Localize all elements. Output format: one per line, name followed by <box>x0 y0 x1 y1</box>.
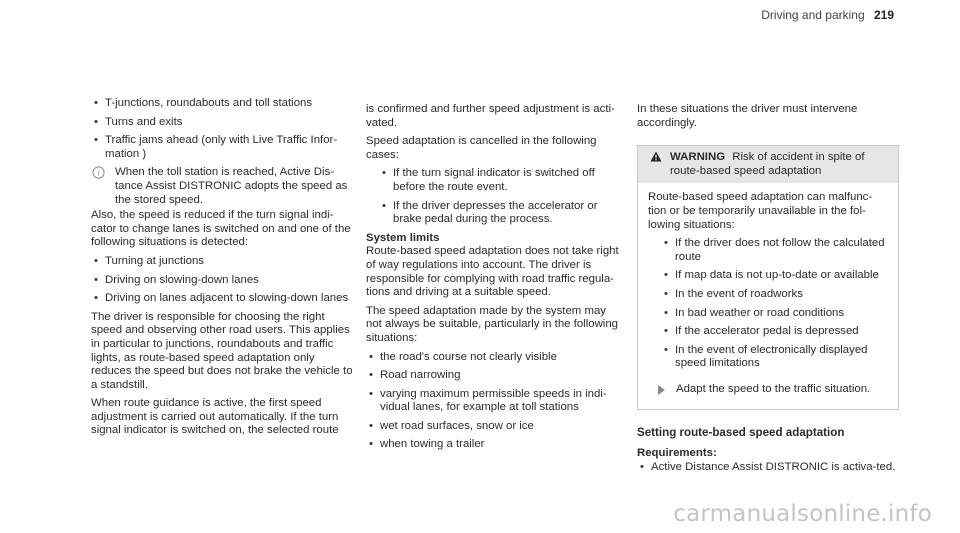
list-item: • Turning at junctions <box>91 255 356 269</box>
list-item: • Traffic jams ahead (only with Live Traffic Infor-mation ) <box>91 134 356 161</box>
page-number: 219 <box>873 8 894 22</box>
list-item: • Turns and exits <box>91 116 356 130</box>
note <box>91 166 356 207</box>
bullet-list-limits <box>366 351 620 453</box>
list-item: • T-junctions, roundabouts and toll stations <box>91 97 356 111</box>
list-item: • In bad weather or road conditions <box>661 307 888 321</box>
column-1 <box>91 97 356 443</box>
list-item: • Driving on lanes adjacent to slowing-down lanes <box>91 292 356 306</box>
bullet-list-cancel <box>366 167 620 226</box>
warning-triangle-icon <box>650 151 662 162</box>
list-item: • Road narrowing <box>366 369 620 383</box>
paragraph: Also, the speed is reduced if the turn signal indi-cator to change lanes is switched on and one of the following situations is detected: <box>91 209 351 249</box>
warning-header <box>638 146 898 183</box>
warning-title: Risk of accident in spite of route-based speed adaptation <box>670 151 865 177</box>
warning-bullet-list <box>648 237 888 371</box>
column-3 <box>637 103 899 479</box>
info-note-icon <box>92 166 105 179</box>
paragraph: is confirmed and further speed adjustment is acti-vated. <box>366 103 615 129</box>
section-heading: Setting route-based speed adaptation <box>637 425 845 439</box>
page-header <box>761 8 894 22</box>
warning-label: WARNING <box>670 151 726 164</box>
paragraph: The driver is responsible for choosing the right speed and observing other road users. This applies in particular to junctions, roundabouts and traffic lights, as route-based speed adaptation only reduces the speed but does not brake the vehicle to a standstill. <box>91 310 353 391</box>
list-item: • In the event of electronically displayed speed limitations <box>661 344 888 371</box>
list-item: • the road's course not clearly visible <box>366 351 620 365</box>
list-item: • varying maximum permissible speeds in indi-vidual lanes, for example at toll stations <box>366 388 620 415</box>
paragraph: Speed adaptation is cancelled in the following cases: <box>366 135 597 161</box>
requirements-heading: Requirements: <box>637 447 717 460</box>
list-item: • Driving on slowing-down lanes <box>91 274 356 288</box>
list-item: • If map data is not up-to-date or available <box>661 269 888 283</box>
paragraph: In these situations the driver must intervene accordingly. <box>637 103 858 129</box>
paragraph: When route guidance is active, the first speed adjustment is carried out automatically. If the turn signal indicator is switched on, the selected route <box>91 397 339 437</box>
warning-box <box>637 145 899 409</box>
requirements-list <box>637 461 899 475</box>
column-2 <box>366 103 620 457</box>
svg-text:i: i <box>97 167 100 178</box>
list-item: • when towing a trailer <box>366 438 620 452</box>
list-item: • If the accelerator pedal is depressed <box>661 325 888 339</box>
warning-text: Route-based speed adaptation can malfunc-tion or be temporarily unavailable in the fol-lowing situations: <box>648 191 873 231</box>
section-title: Driving and parking <box>761 8 865 22</box>
list-item: • In the event of roadworks <box>661 288 888 302</box>
warning-body <box>638 183 898 408</box>
list-item: • If the driver depresses the accelerator or brake pedal during the process. <box>379 200 620 227</box>
paragraph: Route-based speed adaptation does not take right of way regulations into account. The driver is responsible for complying with road traffic regula-tions and driving at a suitable speed. <box>366 245 619 299</box>
warning-action-text: Adapt the speed to the traffic situation. <box>676 382 871 395</box>
warning-action <box>648 383 888 397</box>
list-item: • If the turn signal indicator is switched off before the route event. <box>379 167 620 194</box>
paragraph: The speed adaptation made by the system may not always be suitable, particularly in the following situations: <box>366 304 618 344</box>
bullet-list-top <box>91 97 356 161</box>
list-item: • Active Distance Assist DISTRONIC is activa-ted. <box>637 461 899 475</box>
list-item: • If the driver does not follow the calculated route <box>661 237 888 264</box>
bullet-list-mid <box>91 255 356 306</box>
note-text: When the toll station is reached, Active Dis-tance Assist DISTRONIC adopts the speed as the stored speed. <box>115 166 348 206</box>
list-item: • wet road surfaces, snow or ice <box>366 420 620 434</box>
arrow-right-icon <box>658 385 665 395</box>
watermark: carmanualsonline.info <box>673 501 932 527</box>
system-limits-heading: System limits <box>366 231 440 244</box>
